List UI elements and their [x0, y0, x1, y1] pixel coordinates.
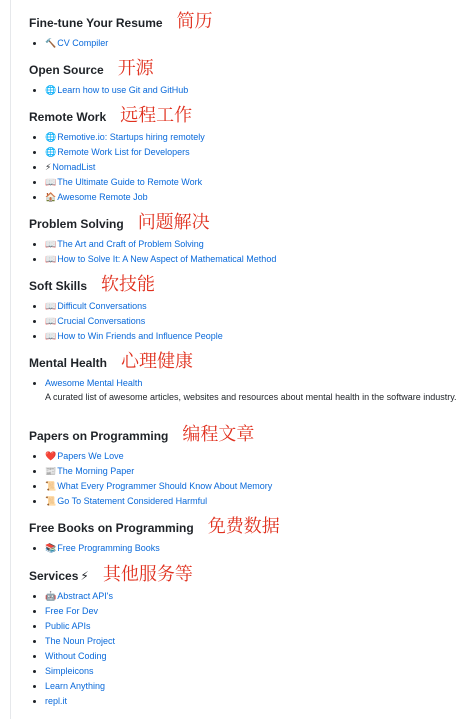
section-title: Services	[29, 569, 79, 583]
list-item	[45, 190, 469, 205]
resource-link[interactable]: What Every Programmer Should Know About Memory	[57, 481, 273, 491]
newspaper-icon: 📰	[45, 466, 57, 476]
book-icon: 📖	[45, 254, 57, 264]
resource-link[interactable]: Public APIs	[45, 621, 91, 631]
section-resume	[29, 11, 469, 51]
scroll-icon: 📜	[45, 481, 57, 491]
list-item	[45, 604, 469, 619]
link-list	[29, 449, 469, 509]
section-heading	[29, 274, 469, 295]
list-item	[45, 619, 469, 634]
list-item	[45, 479, 469, 494]
book-icon: 📖	[45, 239, 57, 249]
books-icon: 📚	[45, 543, 57, 553]
book-icon: 📖	[45, 316, 57, 326]
list-item	[45, 36, 469, 51]
section-heading	[29, 212, 469, 233]
section-problem-solving	[29, 212, 469, 267]
house-icon: 🏠	[45, 192, 57, 202]
globe-icon: 🌐	[45, 85, 57, 95]
resource-link[interactable]: Learn Anything	[45, 681, 106, 691]
resource-link[interactable]: Difficult Conversations	[57, 301, 147, 311]
lightning-icon: ⚡	[80, 569, 89, 583]
section-zh-annotation: 开源	[117, 58, 154, 79]
left-border	[10, 0, 11, 719]
list-item	[45, 541, 469, 556]
section-heading	[29, 11, 469, 32]
list-item	[45, 83, 469, 98]
resource-link[interactable]: Papers We Love	[57, 451, 124, 461]
section-title: Soft Skills	[29, 279, 88, 293]
resource-link[interactable]: Free Programming Books	[57, 543, 160, 553]
book-icon: 📖	[45, 301, 57, 311]
section-remote-work	[29, 105, 469, 205]
link-list	[29, 376, 469, 404]
section-services	[29, 564, 469, 709]
section-heading	[29, 105, 469, 126]
list-item	[45, 329, 469, 344]
resource-link[interactable]: Remote Work List for Developers	[57, 147, 190, 157]
list-item	[45, 664, 469, 679]
link-list	[29, 83, 469, 98]
resource-link[interactable]: Awesome Remote Job	[57, 192, 148, 202]
resource-link[interactable]: Awesome Mental Health	[45, 378, 143, 388]
section-title: Open Source	[29, 63, 104, 77]
link-list	[29, 237, 469, 267]
list-item	[45, 237, 469, 252]
list-item	[45, 175, 469, 190]
resource-link[interactable]: The Art and Craft of Problem Solving	[57, 239, 204, 249]
section-heading	[29, 516, 469, 537]
section-zh-annotation: 问题解决	[137, 212, 210, 233]
list-item	[45, 634, 469, 649]
list-item	[45, 299, 469, 314]
lightning-icon: ⚡	[45, 162, 52, 172]
scroll-icon: 📜	[45, 496, 57, 506]
list-item	[45, 314, 469, 329]
item-description: A curated list of awesome articles, websites and resources about mental health in the software industry.	[45, 392, 457, 402]
resource-link[interactable]: repl.it	[45, 696, 68, 706]
section-zh-annotation: 远程工作	[120, 105, 193, 126]
book-icon: 📖	[45, 177, 57, 187]
list-item	[45, 694, 469, 709]
section-soft-skills	[29, 274, 469, 344]
link-list	[29, 299, 469, 344]
link-list	[29, 541, 469, 556]
heart-icon: ❤️	[45, 451, 57, 461]
section-heading	[29, 351, 469, 372]
section-heading	[29, 424, 469, 445]
resource-link[interactable]: How to Win Friends and Influence People	[57, 331, 223, 341]
section-title: Mental Health	[29, 356, 108, 370]
resource-link[interactable]: Without Coding	[45, 651, 107, 661]
section-title: Problem Solving	[29, 217, 124, 231]
section-zh-annotation: 其他服务等	[102, 564, 193, 585]
globe-icon: 🌐	[45, 147, 57, 157]
list-item	[45, 589, 469, 604]
resource-link[interactable]: Crucial Conversations	[57, 316, 146, 326]
link-list	[29, 36, 469, 51]
globe-icon: 🌐	[45, 132, 57, 142]
section-mental-health	[29, 351, 469, 404]
section-papers	[29, 424, 469, 509]
list-item	[45, 494, 469, 509]
list-item	[45, 145, 469, 160]
list-item	[45, 130, 469, 145]
section-heading	[29, 564, 469, 585]
section-title: Remote Work	[29, 110, 107, 124]
resource-link[interactable]: CV Compiler	[57, 38, 109, 48]
list-item	[45, 160, 469, 175]
resource-link[interactable]: Learn how to use Git and GitHub	[57, 85, 189, 95]
list-item	[45, 464, 469, 479]
link-list	[29, 130, 469, 205]
section-open-source	[29, 58, 469, 98]
list-item	[45, 252, 469, 267]
section-heading	[29, 58, 469, 79]
section-zh-annotation: 软技能	[101, 274, 156, 295]
link-list	[29, 589, 469, 709]
section-free-books	[29, 516, 469, 556]
section-title: Free Books on Programming	[29, 521, 194, 535]
list-item	[45, 449, 469, 464]
section-zh-annotation: 免费数据	[207, 516, 280, 537]
section-title: Papers on Programming	[29, 429, 169, 443]
resource-link[interactable]: Free For Dev	[45, 606, 99, 616]
resource-link[interactable]: NomadList	[52, 162, 96, 172]
resource-link[interactable]: The Ultimate Guide to Remote Work	[57, 177, 203, 187]
section-zh-annotation: 编程文章	[182, 424, 255, 445]
book-icon: 📖	[45, 331, 57, 341]
resource-link[interactable]: Simpleicons	[45, 666, 94, 676]
resource-link[interactable]: The Morning Paper	[57, 466, 135, 476]
resource-link[interactable]: How to Solve It: A New Aspect of Mathematical Method	[57, 254, 277, 264]
resource-link[interactable]: Abstract API's	[57, 591, 113, 601]
list-item	[45, 649, 469, 664]
hammer-icon: 🔨	[45, 38, 57, 48]
robot-icon: 🤖	[45, 591, 57, 601]
resource-link[interactable]: Remotive.io: Startups hiring remotely	[57, 132, 205, 142]
section-title: Fine-tune Your Resume	[29, 16, 163, 30]
resource-link[interactable]: Go To Statement Considered Harmful	[57, 496, 208, 506]
section-zh-annotation: 心理健康	[121, 351, 194, 372]
resource-link[interactable]: The Noun Project	[45, 636, 116, 646]
section-zh-annotation: 简历	[176, 11, 213, 32]
list-item	[45, 376, 469, 404]
list-item	[45, 679, 469, 694]
